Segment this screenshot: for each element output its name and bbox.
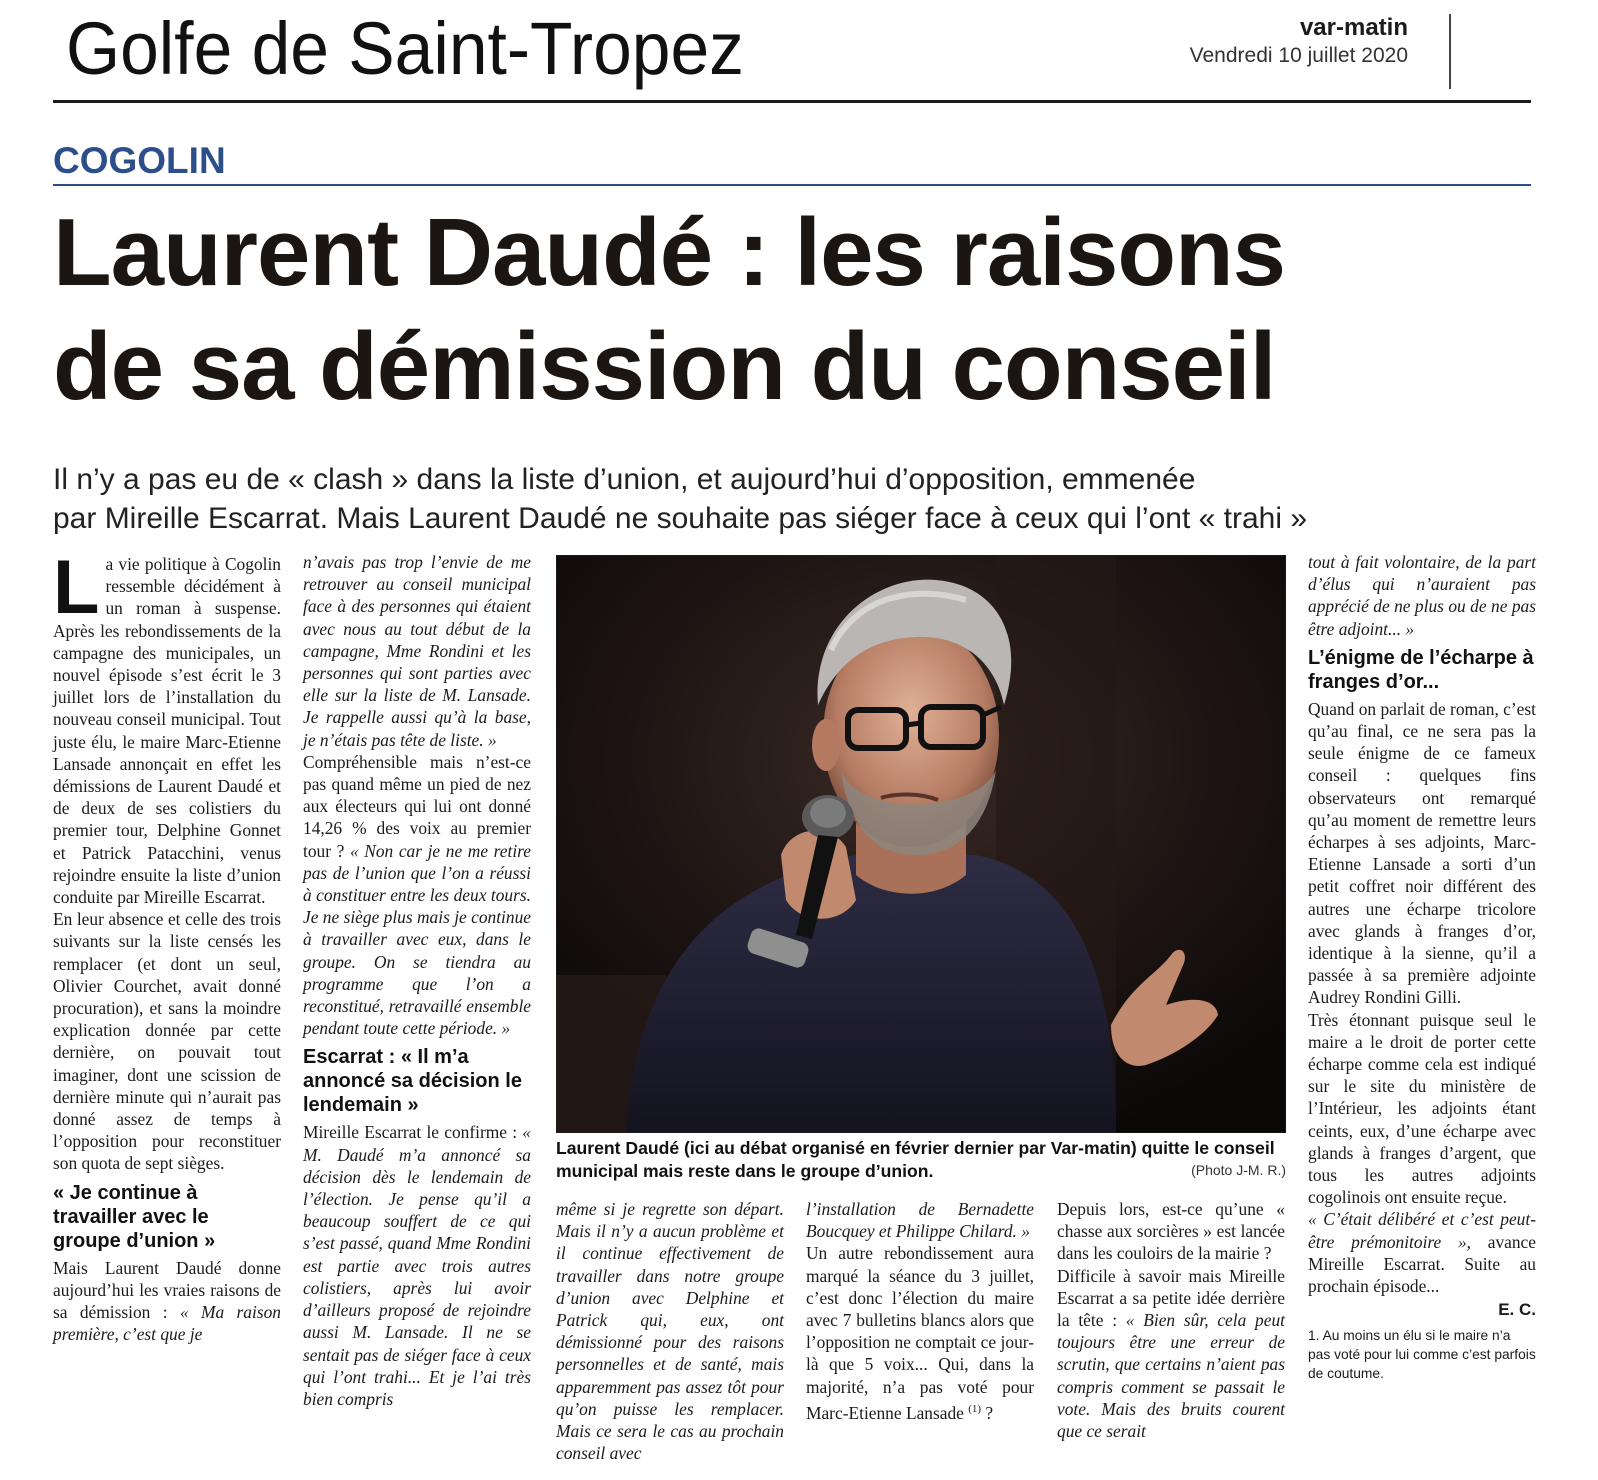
standfirst-line: par Mireille Escarrat. Mais Laurent Daudé ne souhaite pas siéger face à ceux qui l’ont « trahi » — [53, 502, 1308, 535]
paragraph — [303, 1121, 531, 1410]
quote-run: « Bien sûr, cela peut toujours être une erreur de scrutin, que certains n’aient pas compris comment se passait le vote. Mais des bruits courent que ce serait — [1057, 1310, 1285, 1442]
paragraph: Quand on parlait de roman, c’est qu’au final, ce ne sera pas la seule énigme de ce fameux conseil : quelques fins observateurs ont remarqué qu’au moment de remettre leurs écharpes à ses adjoints, Marc-Etienne Lansade a sorti d’un petit coffret noir différent des autres une écharpe tricolore avec glands à franges d’or, identique à la sienne, qu’il a passée à sa première adjointe Audrey Rondini Gilli. — [1308, 698, 1536, 1008]
paragraph — [53, 1257, 281, 1346]
article-standfirst — [53, 460, 1553, 538]
section-title: Golfe de Saint-Tropez — [66, 7, 744, 90]
subheading: « Je continue à travailler avec le groupe d’union » — [53, 1181, 216, 1252]
text-run: Mais Laurent Daudé donne aujourd’hui les vraies raisons de sa démission : — [53, 1257, 281, 1323]
quote-paragraph: tout à fait volontaire, de la part d’élus qui n’auraient pas apprécié de ne plus ou de ne pas être adjoint... » — [1308, 552, 1536, 639]
paragraph: En leur absence et celle des trois suivants sur la liste censés les remplacer (et dont un seul, Olivier Courchet, avait donné procuration), et sans la moindre explication donnée par cette dernière, on pouvait tout imaginer, dont une scission de dernière minute qui n’aurait pas donné assez de temps à l’opposition pour reconstituer son quota de sept sièges. — [53, 909, 281, 1174]
paragraph — [806, 1242, 1034, 1423]
article-column-2 — [303, 551, 531, 1410]
speaker-photo — [556, 555, 1286, 1133]
text-run: , avance Mireille Escarrat. Suite au prochain épisode... — [1308, 1231, 1536, 1297]
headline-line: de sa démission du conseil — [53, 313, 1276, 420]
kicker-rule — [53, 184, 1531, 186]
photo-credit — [556, 1162, 1286, 1178]
text-run: Un autre rebondissement aura marqué la séance du 3 juillet, c’est donc l’élection du maire avec 7 bulletins blancs alors que l’opposition ne comptait ce jour-là que 5 voix... Qui, dans la majorité, n’a pas voté pour Marc-Etienne Lansade — [806, 1243, 1034, 1423]
quote-paragraph: l’installation de Bernadette Boucquey et Philippe Chilard. » — [806, 1199, 1034, 1242]
quote-run: « Non car je ne me retire pas de l’union que l’on a réussi à constituer entre les deux tours. Je ne siège plus mais je continue à travailler avec eux, dans le groupe. On se tiendra au programme que l’on a reconstitué, retravaillé ensemble pendant toute cette période. » — [303, 840, 531, 1039]
paragraph — [1308, 1208, 1536, 1297]
paragraph: Depuis lors, est-ce qu’une « chasse aux sorcières » est lancée dans les couloirs de la mairie ? — [1057, 1199, 1285, 1264]
text-run: ? — [981, 1402, 994, 1423]
quote-paragraph: même si je regrette son départ. Mais il n’y a aucun problème et il continue effectivement de travailler dans notre groupe d’union avec Delphine et Patrick qui, eux, ont démissionné pour des raisons personnelles et de santé, mais apparemment pas assez tôt pour qu’on puisse les remplacer. Mais ce sera le cas au prochain conseil avec — [556, 1199, 784, 1464]
paragraph — [303, 751, 531, 1040]
subheading: Escarrat : « Il m’a annoncé sa décision le lendemain » — [303, 1046, 522, 1117]
text-run: Mireille Escarrat le confirme : — [303, 1122, 523, 1143]
photo-caption: Laurent Daudé (ici au débat organisé en février dernier par Var-matin) quitte le conseil municipal mais reste dans le groupe d’union. — [556, 1138, 1275, 1181]
article-column-1 — [53, 545, 281, 1346]
photo-credit-text: (Photo J-M. R.) — [1191, 1162, 1286, 1178]
newspaper-brand: var-matin — [1299, 14, 1408, 41]
quote-run: « Ma raison première, c’est que je — [53, 1302, 281, 1345]
article-column-5 — [1057, 1198, 1285, 1442]
article-kicker: COGOLIN — [53, 140, 226, 181]
footnote: 1. Au moins un élu si le maire n’a pas voté pour lui comme c’est parfois de coutume. — [1308, 1327, 1536, 1381]
text-run: Compréhensible mais n’est-ce pas quand même un pied de nez aux électeurs qui lui ont donné 14,26 % des voix au premier tour ? — [303, 751, 531, 861]
header-rule — [53, 100, 1531, 103]
quote-run: « M. Daudé m’a annoncé sa décision dès le lendemain de l’élection. Je pense qu’il a beaucoup souffert de ce qui s’est passé, quand Mme Rondini est partie avec trois autres colistiers, après lui avoir d’ailleurs proposé de rejoindre aussi M. Lansade. Il ne se sentait pas de siéger face à ceux qui l’ont trahi... Et je l’ai très bien compris — [303, 1122, 531, 1409]
quote-paragraph: n’avais pas trop l’envie de me retrouver au conseil municipal face à des personnes qui étaient avec nous au tout début de la campagne, Mme Rondini et les personnes qui sont parties avec elle sur la liste de M. Lansade. Je rappelle aussi qu’à la base, je n’étais pas tête de liste. » — [303, 552, 531, 750]
masthead — [1190, 14, 1408, 70]
footnote-ref: (1) — [968, 1402, 982, 1415]
article-photo — [556, 555, 1286, 1133]
author-signature: E. C. — [1498, 1300, 1536, 1320]
paragraph — [1057, 1265, 1285, 1443]
subheading: L’énigme de l’écharpe à franges d’or... — [1308, 646, 1534, 693]
publication-date: Vendredi 10 juillet 2020 — [1189, 44, 1408, 67]
text-run: Difficile à savoir mais Mireille Escarrat a sa petite idée derrière la tête : — [1057, 1265, 1285, 1331]
article-headline — [53, 196, 1553, 424]
article-column-4 — [806, 1198, 1034, 1424]
article-column-6 — [1308, 551, 1536, 1383]
paragraph: Très étonnant puisque seul le maire a le droit de porter cette écharpe comme cela est indiqué sur le site du ministère de l’Intérieur, les adjoints étant ceints, eux, d’une écharpe avec glands à franges d’argent, que tous les autres adjoints cogolinois ont ensuite reçue. — [1308, 1009, 1536, 1208]
headline-line: Laurent Daudé : les raisons — [53, 199, 1286, 306]
article-column-3 — [556, 1198, 784, 1464]
drop-cap: L — [53, 545, 100, 630]
quote-run: « C’était délibéré et c’est peut-être prémonitoire » — [1308, 1209, 1536, 1252]
paragraph: a vie politique à Cogolin ressemble décidément à un roman à suspense. Après les rebondissements de la campagne des municipales, un nouvel épisode s’est écrit le 3 juillet lors de l’installation du nouveau conseil municipal. Tout juste élu, le maire Marc-Etienne Lansade annonçait en effet les démissions de Laurent Daudé et de deux de ses colistiers du premier tour, Delphine Gonnet et Patrick Patacchini, venus rejoindre ensuite la liste d’union conduite par Mireille Escarrat. — [53, 554, 281, 908]
masthead-divider — [1449, 14, 1451, 89]
standfirst-line: Il n’y a pas eu de « clash » dans la liste d’union, et aujourd’hui d’opposition, emmenée — [53, 463, 1196, 496]
